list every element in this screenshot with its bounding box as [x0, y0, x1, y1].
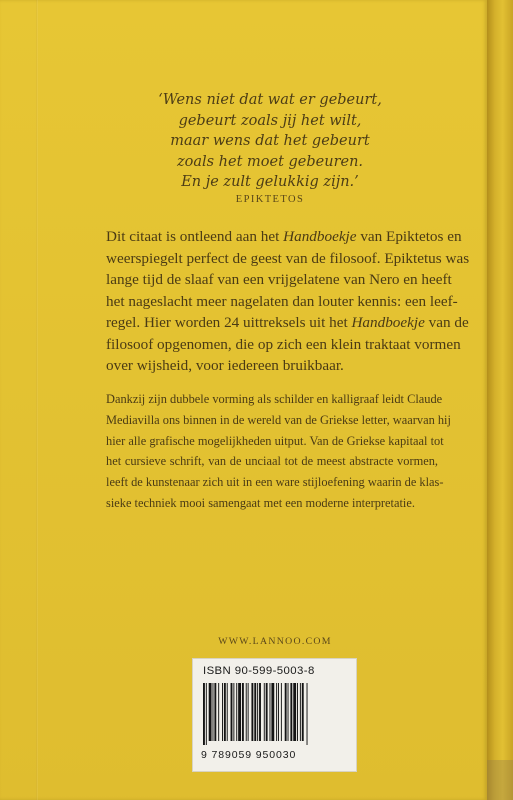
barcode-bar — [302, 683, 304, 741]
quote-line: maar wens dat het gebeurt — [170, 133, 370, 149]
paragraph-line: hier alle grafische mogelijkheden uitput. Van de Griekse kapitaal tot — [106, 433, 444, 448]
ean-digits: 9 789059 950030 — [201, 749, 297, 761]
barcode-bar — [227, 683, 228, 741]
isbn-text: ISBN 90-599-5003-8 — [203, 665, 315, 677]
barcode-bar — [206, 683, 207, 745]
barcode-bar — [264, 683, 265, 741]
barcode-bar — [288, 683, 289, 741]
book-page-edge — [487, 0, 513, 800]
barcode-bar — [238, 683, 241, 741]
paragraph-line: weerspiegelt perfect de geest van de filosoof. Epiktetus was — [106, 249, 470, 267]
barcode-bar — [307, 683, 308, 745]
description-paragraph-1 — [106, 226, 470, 377]
barcode-bar — [242, 683, 244, 741]
barcode-bar — [213, 683, 214, 741]
barcode-bar — [300, 683, 301, 741]
barcode-bar — [254, 683, 256, 741]
paragraph-line: het nageslacht meer nagelaten dan louter kennis: een leef- — [106, 292, 458, 310]
paragraph-line: Mediavilla ons binnen in de wereld van de Griekse letter, waarvan hij — [106, 412, 451, 427]
paragraph-line: regel. Hier worden 24 uittreksels uit het Handboekje van de — [106, 314, 469, 331]
barcode-bar — [281, 683, 282, 741]
quote-line: ‘Wens niet dat wat er gebeurt, — [158, 92, 382, 108]
barcode-label — [192, 658, 357, 772]
barcode-bar — [236, 683, 237, 741]
quote-author: EPIKTETOS — [235, 194, 305, 205]
paragraph-line: Dankzij zijn dubbele vorming als schilder en kalligraaf leidt Claude — [106, 392, 443, 406]
cover-hinge — [36, 0, 38, 800]
barcode-bar — [278, 683, 279, 741]
paragraph-line: Dit citaat is ontleend aan het Handboekje van Epiktetos en — [106, 228, 462, 245]
quote-line: En je zult gelukkig zijn.’ — [181, 174, 359, 190]
epictetus-quote — [150, 90, 390, 193]
paragraph-line: over wijsheid, voor iedereen bruikbaar. — [106, 357, 344, 374]
barcode-bar — [233, 683, 234, 741]
surface-shadow — [487, 760, 513, 800]
paragraph-line: lange tijd de slaaf van een vrijgelatene van Nero en heeft — [106, 271, 452, 288]
paragraph-line: filosoof opgenomen, die op zich een klein traktaat vormen — [106, 335, 461, 353]
barcode-bar — [203, 683, 205, 745]
barcode-bar — [259, 683, 261, 741]
barcode-bar — [209, 683, 212, 741]
barcode-bar — [224, 683, 226, 741]
paragraph-line: leeft de kunstenaar zich uit in een ware stijloefening waarin de klas- — [106, 475, 444, 490]
book-title-italic: Handboekje — [283, 228, 357, 245]
barcode-bar — [276, 683, 277, 741]
barcode-bar — [214, 683, 216, 741]
book-title-italic: Handboekje — [351, 314, 425, 331]
barcode-bar — [271, 683, 274, 741]
barcode-bar — [222, 683, 223, 741]
description-paragraph-2 — [106, 389, 451, 514]
barcode-bar — [251, 683, 253, 741]
barcode-bar — [297, 683, 298, 741]
barcode-bar — [266, 683, 268, 741]
barcode-bar — [248, 683, 249, 741]
barcode-bar — [290, 683, 292, 741]
barcode-bars — [201, 683, 349, 745]
barcode-bar — [246, 683, 247, 741]
barcode-bar — [293, 683, 296, 741]
quote-line: zoals het moet gebeuren. — [176, 153, 364, 170]
paragraph-line: het cursieve schrift, van de unciaal tot de meest abstracte vormen, — [106, 454, 438, 469]
barcode-bar — [218, 683, 219, 741]
publisher-website: WWW.LANNOO.COM — [218, 636, 332, 647]
barcode-bar — [270, 683, 271, 741]
barcode-bar — [257, 683, 258, 741]
quote-line: gebeurt zoals jij het wilt, — [178, 112, 362, 129]
paragraph-line: sieke techniek mooi samengaat met een moderne interpretatie. — [106, 495, 415, 510]
barcode-bar — [231, 683, 233, 741]
barcode-bar — [285, 683, 287, 741]
